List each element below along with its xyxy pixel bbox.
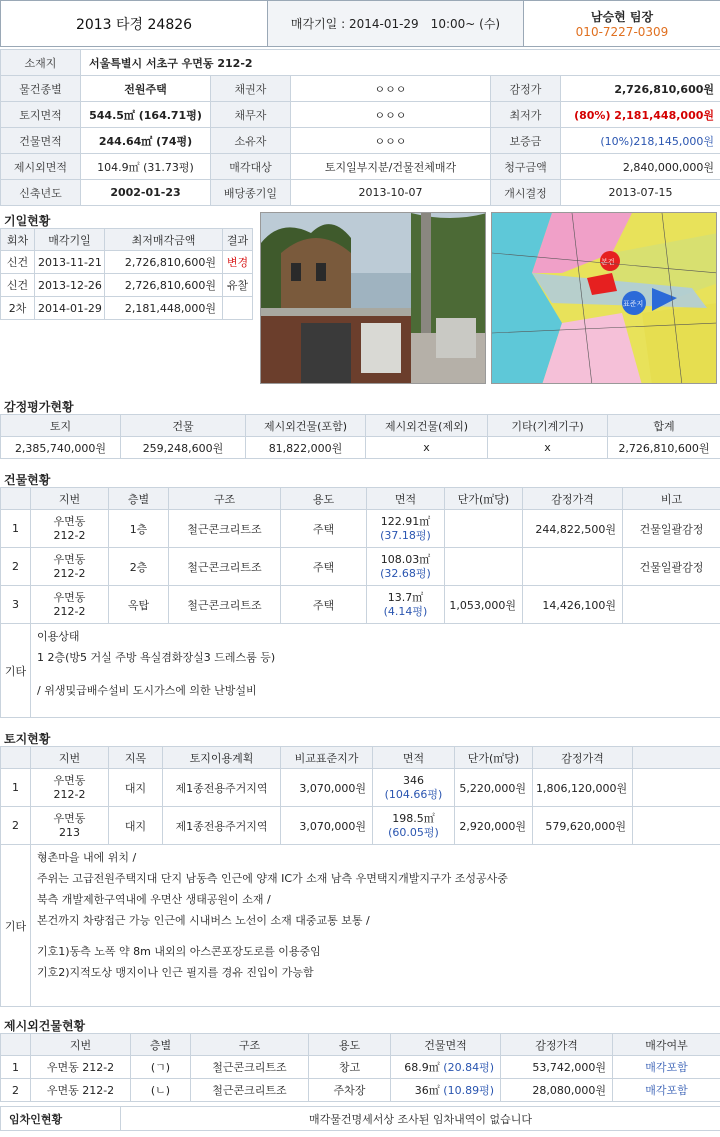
result-badge: 변경 <box>223 251 253 274</box>
minimum-price: (80%) 2,181,448,000원 <box>561 102 720 128</box>
location-label: 소재지 <box>1 50 81 76</box>
extra-building-row: 2 우면동 212-2 (ㄴ) 철근콘크리트조 주차장 36㎡ (10.89평) 28,080,000원 매각포함 <box>1 1079 720 1102</box>
info-row: 물건종별 전원주택 채권자 ㅇㅇㅇ 감정가 2,726,810,600원 <box>1 76 720 102</box>
contact-phone[interactable]: 010-7227-0309 <box>575 25 669 39</box>
case-number: 2013 타경 24826 <box>1 1 268 47</box>
sale-date: 매각기일 : 2014-01-29 10:00~ (수) <box>268 1 524 47</box>
building-title: 건물현황 <box>4 473 51 487</box>
report-header <box>0 0 720 47</box>
schedule-row: 신건 2013-11-21 2,726,810,600원 변경 <box>1 251 253 274</box>
map-label-main: 본건 <box>601 258 615 266</box>
property-photo[interactable] <box>260 212 486 384</box>
contact-box <box>524 1 720 47</box>
land-row: 1 우면동 212-2 대지 제1종전용주거지역 3,070,000원 346 (104.66평) 5,220,000원 1,806,120,000원 <box>1 769 720 807</box>
schedule-row: 신건 2013-12-26 2,726,810,600원 유찰 <box>1 274 253 297</box>
appraisal-table: 토지 건물 제시외건물(포함) 제시외건물(제외) 기타(기계기구) 합계 2,385,740,000원 259,248,600원 81,822,000원 x x 2,726,810,600원 <box>0 414 720 459</box>
building-row: 1 우면동 212-2 1층 철근콘크리트조 주택 122.91㎡ (37.18평) 244,822,500원 건물일괄감정 <box>1 510 720 548</box>
contact-name: 남승현 팀장 <box>590 10 654 24</box>
info-row: 신축년도 2002-01-23 배당종기일 2013-10-07 개시결정 2013-07-15 <box>1 180 720 206</box>
land-table: 지번 지목 토지이용계획 비교표준지가 면적 단가(㎡당) 감정가격 1 우면동 212-2 대지 제1종전용주거지역 3,070,000원 346 (104.66평) 5,220,000원 1,806,120,000원 2 우면동 213 대지 제1종전용주거지역 3,070,000원 198.5㎡ (60.05평) 2,920,000원 579,620,000원 기타 형촌마을 내에 위치 / 주위는 고급전원주택지대 단지 남동측 인근에 양재 IC가 소재 남측 우면택지개발지구가 조성공사중 북측 개발제한구역내에 우면산 생태공원이 소재 / 본건까지 차량접근 가능 인근에 시내버스 노선이 소재 대중교통 보통 / 기호1)동측 노폭 약 8m 내외의 아스콘포장도로를 이용중임 기호2)지적도상 맹지이나 인근 필지를 경유 진입이 가능함 <box>0 746 720 1007</box>
house-photo-illustration <box>261 213 486 384</box>
appraisal-title: 감정평가현황 <box>4 400 74 414</box>
extra-building-table: 지번 층별 구조 용도 건물면적 감정가격 매각여부 1 우면동 212-2 (ㄱ) 철근콘크리트조 창고 68.9㎡ (20.84평) 53,742,000원 매각포함 2 우면동 212-2 (ㄴ) 철근콘크리트조 주차장 36㎡ (10.89평) 28,080,000원 매각포함 <box>0 1033 720 1102</box>
tenant-table <box>0 1106 720 1131</box>
map-illustration <box>492 213 717 384</box>
building-etc-text: 이용상태 1 2층(방5 거실 주방 욕실겸화장실3 드레스룸 등) / 위생및급배수설비 도시가스에 의한 난방설비 <box>31 624 720 718</box>
extra-building-row: 1 우면동 212-2 (ㄱ) 철근콘크리트조 창고 68.9㎡ (20.84평) 53,742,000원 매각포함 <box>1 1056 720 1079</box>
land-title: 토지현황 <box>4 732 51 746</box>
info-row: 제시외면적 104.9㎡ (31.73평) 매각대상 토지일부지분/건물전체매각 청구금액 2,840,000,000원 <box>1 154 720 180</box>
appraisal-price: 2,726,810,600원 <box>561 76 720 102</box>
schedule-table: 회차 매각기일 최저매각금액 결과 신건 2013-11-21 2,726,810,600원 변경 신건 2013-12-26 2,726,810,600원 유찰 2차 2014-01-29 2,181,448,000원 <box>0 228 253 320</box>
tenant-text: 매각물건명세서상 조사된 임차내역이 없습니다 <box>121 1107 720 1131</box>
sale-status: 매각포함 <box>613 1056 720 1079</box>
info-row: 건물면적 244.64㎡ (74평) 소유자 ㅇㅇㅇ 보증금 (10%)218,145,000원 <box>1 128 720 154</box>
property-info-table <box>0 49 720 206</box>
building-etc-row: 기타 이용상태 1 2층(방5 거실 주방 욕실겸화장실3 드레스룸 등) / 위생및급배수설비 도시가스에 의한 난방설비 <box>1 624 720 718</box>
land-etc-text: 형촌마을 내에 위치 / 주위는 고급전원주택지대 단지 남동측 인근에 양재 IC가 소재 남측 우면택지개발지구가 조성공사중 북측 개발제한구역내에 우면산 생태공원이 소재 / 본건까지 차량접근 가능 인근에 시내버스 노선이 소재 대중교통 보통 / 기호1)동측 노폭 약 8m 내외의 아스콘포장도로를 이용중임 기호2)지적도상 맹지이나 인근 필지를 경유 진입이 가능함 <box>31 845 720 1007</box>
extra-title: 제시외건물현황 <box>4 1019 86 1033</box>
location-map[interactable] <box>491 212 717 384</box>
building-table: 지번 층별 구조 용도 면적 단가(㎡당) 감정가격 비고 1 우면동 212-2 1층 철근콘크리트조 주택 122.91㎡ (37.18평) 244,822,500원 건물일괄감정 2 우면동 212-2 2층 철근콘크리트조 주택 108.03㎡ (32.68평) 건물일괄감정 3 우면동 212-2 옥탑 철근콘크리트조 주택 13.7㎡ (4.14평) 1,053,000원 14,426,100원 기타 이용상태 1 2층(방5 거실 주방 욕실겸화장실3 드레스룸 등) / 위생및급배수설비 도시가스에 의한 난방설비 <box>0 487 720 718</box>
location-value: 서울특별시 서초구 우면동 212-2 <box>81 50 720 76</box>
land-row: 2 우면동 213 대지 제1종전용주거지역 3,070,000원 198.5㎡ (60.05평) 2,920,000원 579,620,000원 <box>1 807 720 845</box>
sale-status: 매각포함 <box>613 1079 720 1102</box>
tenant-title: 임차인현황 <box>1 1107 121 1131</box>
building-row: 2 우면동 212-2 2층 철근콘크리트조 주택 108.03㎡ (32.68평) 건물일괄감정 <box>1 548 720 586</box>
schedule-section <box>0 206 720 386</box>
building-row: 3 우면동 212-2 옥탑 철근콘크리트조 주택 13.7㎡ (4.14평) 1,053,000원 14,426,100원 <box>1 586 720 624</box>
schedule-title: 기일현황 <box>4 214 51 228</box>
info-row: 토지면적 544.5㎡ (164.71평) 채무자 ㅇㅇㅇ 최저가 (80%) 2,181,448,000원 <box>1 102 720 128</box>
schedule-row: 2차 2014-01-29 2,181,448,000원 <box>1 297 253 320</box>
land-etc-row: 기타 형촌마을 내에 위치 / 주위는 고급전원주택지대 단지 남동측 인근에 양재 IC가 소재 남측 우면택지개발지구가 조성공사중 북측 개발제한구역내에 우면산 생태공원이 소재 / 본건까지 차량접근 가능 인근에 시내버스 노선이 소재 대중교통 보통 / 기호1)동측 노폭 약 8m 내외의 아스콘포장도로를 이용중임 기호2)지적도상 맹지이나 인근 필지를 경유 진입이 가능함 <box>1 845 720 1007</box>
deposit: (10%)218,145,000원 <box>561 128 720 154</box>
map-label-road: 표준지 <box>623 300 644 308</box>
result-badge: 유찰 <box>223 274 253 297</box>
